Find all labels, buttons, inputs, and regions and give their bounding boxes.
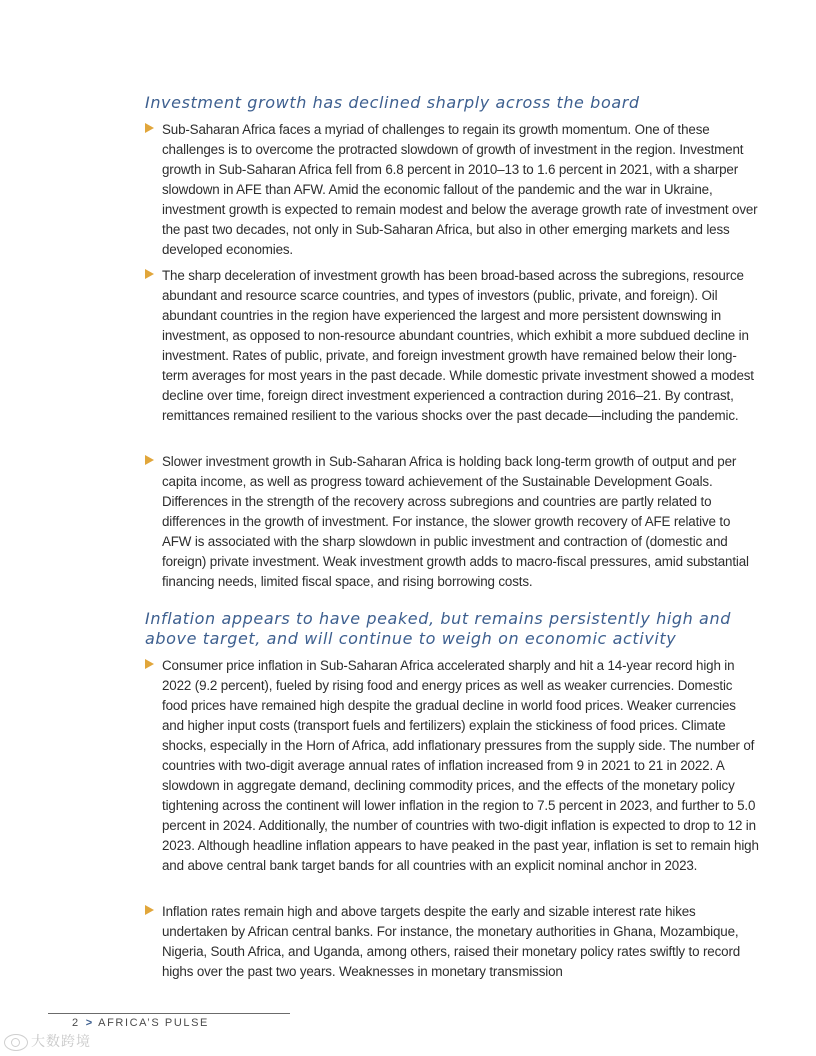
bullet-arrow-icon bbox=[145, 123, 154, 133]
bullet-item bbox=[145, 120, 759, 260]
bullet-arrow-icon bbox=[145, 659, 154, 669]
watermark-logo-icon bbox=[4, 1034, 28, 1051]
bullet-text: The sharp deceleration of investment growth has been broad-based across the subregions, resource abundant and resource scarce countries, and types of investors (public, private, and foreign). Oil abundant countries in the region have experienced the largest and more persistent downswing in investment, as opposed to non-resource abundant countries, which exhibit a more subdued decline in investment. Rates of public, private, and foreign investment growth have remained below their long-term averages for most years in the past decade. While domestic private investment showed a modest decline over time, foreign direct investment experienced a contraction during 2016–21. By contrast, remittances remained resilient to the various shocks over the past decade—including the pandemic. bbox=[162, 268, 754, 423]
bullet-item bbox=[145, 656, 759, 876]
bullet-arrow-icon bbox=[145, 455, 154, 465]
watermark bbox=[4, 1031, 91, 1051]
bullet-text: Consumer price inflation in Sub-Saharan Africa accelerated sharply and hit a 14-year record high in 2022 (9.2 percent), fueled by rising food and energy prices as well as weaker currencies. Domestic food prices have remained high despite the gradual decline in world food prices. Weaker currencies and higher input costs (transport fuels and fertilizers) explain the stickiness of food prices. Climate shocks, especially in the Horn of Africa, add inflationary pressures from the supply side. The number of countries with two-digit average annual rates of inflation increased from 9 in 2021 to 21 in 2022. A slowdown in aggregate demand, declining commodity prices, and the effects of the monetary policy tightening across the continent will lower inflation in the region to 7.5 percent in 2023, and further to 5.0 percent in 2024. Additionally, the number of countries with two-digit inflation is expected to drop to 12 in 2023. Although headline inflation appears to have peaked in the past year, inflation is set to remain high and above central bank target bands for all countries with an explicit nominal anchor in 2023. bbox=[162, 658, 759, 873]
footer-divider bbox=[48, 1013, 290, 1014]
watermark-text: 大数跨境 bbox=[31, 1033, 91, 1049]
page-number: 2 bbox=[72, 1017, 80, 1029]
bullet-item bbox=[145, 266, 759, 426]
footer-separator: > bbox=[85, 1017, 93, 1029]
bullet-arrow-icon bbox=[145, 269, 154, 279]
bullet-text: Sub-Saharan Africa faces a myriad of challenges to regain its growth momentum. One of these challenges is to overcome the protracted slowdown of growth of investment in the region. Investment growth in Sub-Saharan Africa fell from 6.8 percent in 2010–13 to 1.6 percent in 2021, with a sharper slowdown in AFE than AFW. Amid the economic fallout of the pandemic and the war in Ukraine, investment growth is expected to remain modest and below the average growth rate of investment over the past two decades, not only in Sub-Saharan Africa, but also in other emerging markets and less developed economies. bbox=[162, 122, 758, 257]
bullet-item bbox=[145, 902, 759, 982]
bullet-text: Inflation rates remain high and above targets despite the early and sizable interest rate hikes undertaken by African central banks. For instance, the monetary authorities in Ghana, Mozambique, Nigeria, South Africa, and Uganda, among others, raised their monetary policy rates swiftly to record highs over the past two years. Weaknesses in monetary transmission bbox=[162, 904, 741, 979]
bullet-arrow-icon bbox=[145, 905, 154, 915]
page-footer bbox=[72, 1017, 209, 1029]
section-heading-investment: Investment growth has declined sharply across the board bbox=[145, 93, 640, 112]
bullet-item bbox=[145, 452, 759, 592]
bullet-text: Slower investment growth in Sub-Saharan Africa is holding back long-term growth of output and per capita income, as well as progress toward achievement of the Sustainable Development Goals. Differences in the strength of the recovery across subregions and countries are partly related to differences in the growth of investment. For instance, the slower growth recovery of AFE relative to AFW is associated with the sharp slowdown in public investment and contraction of (domestic and foreign) private investment. Weak investment growth adds to macro-fiscal pressures, amid substantial financing needs, limited fiscal space, and rising borrowing costs. bbox=[162, 454, 749, 589]
publication-title: AFRICA’S PULSE bbox=[98, 1017, 209, 1029]
section-heading-inflation: Inflation appears to have peaked, but remains persistently high and above target, and will continue to weigh on economic activity bbox=[145, 609, 731, 648]
